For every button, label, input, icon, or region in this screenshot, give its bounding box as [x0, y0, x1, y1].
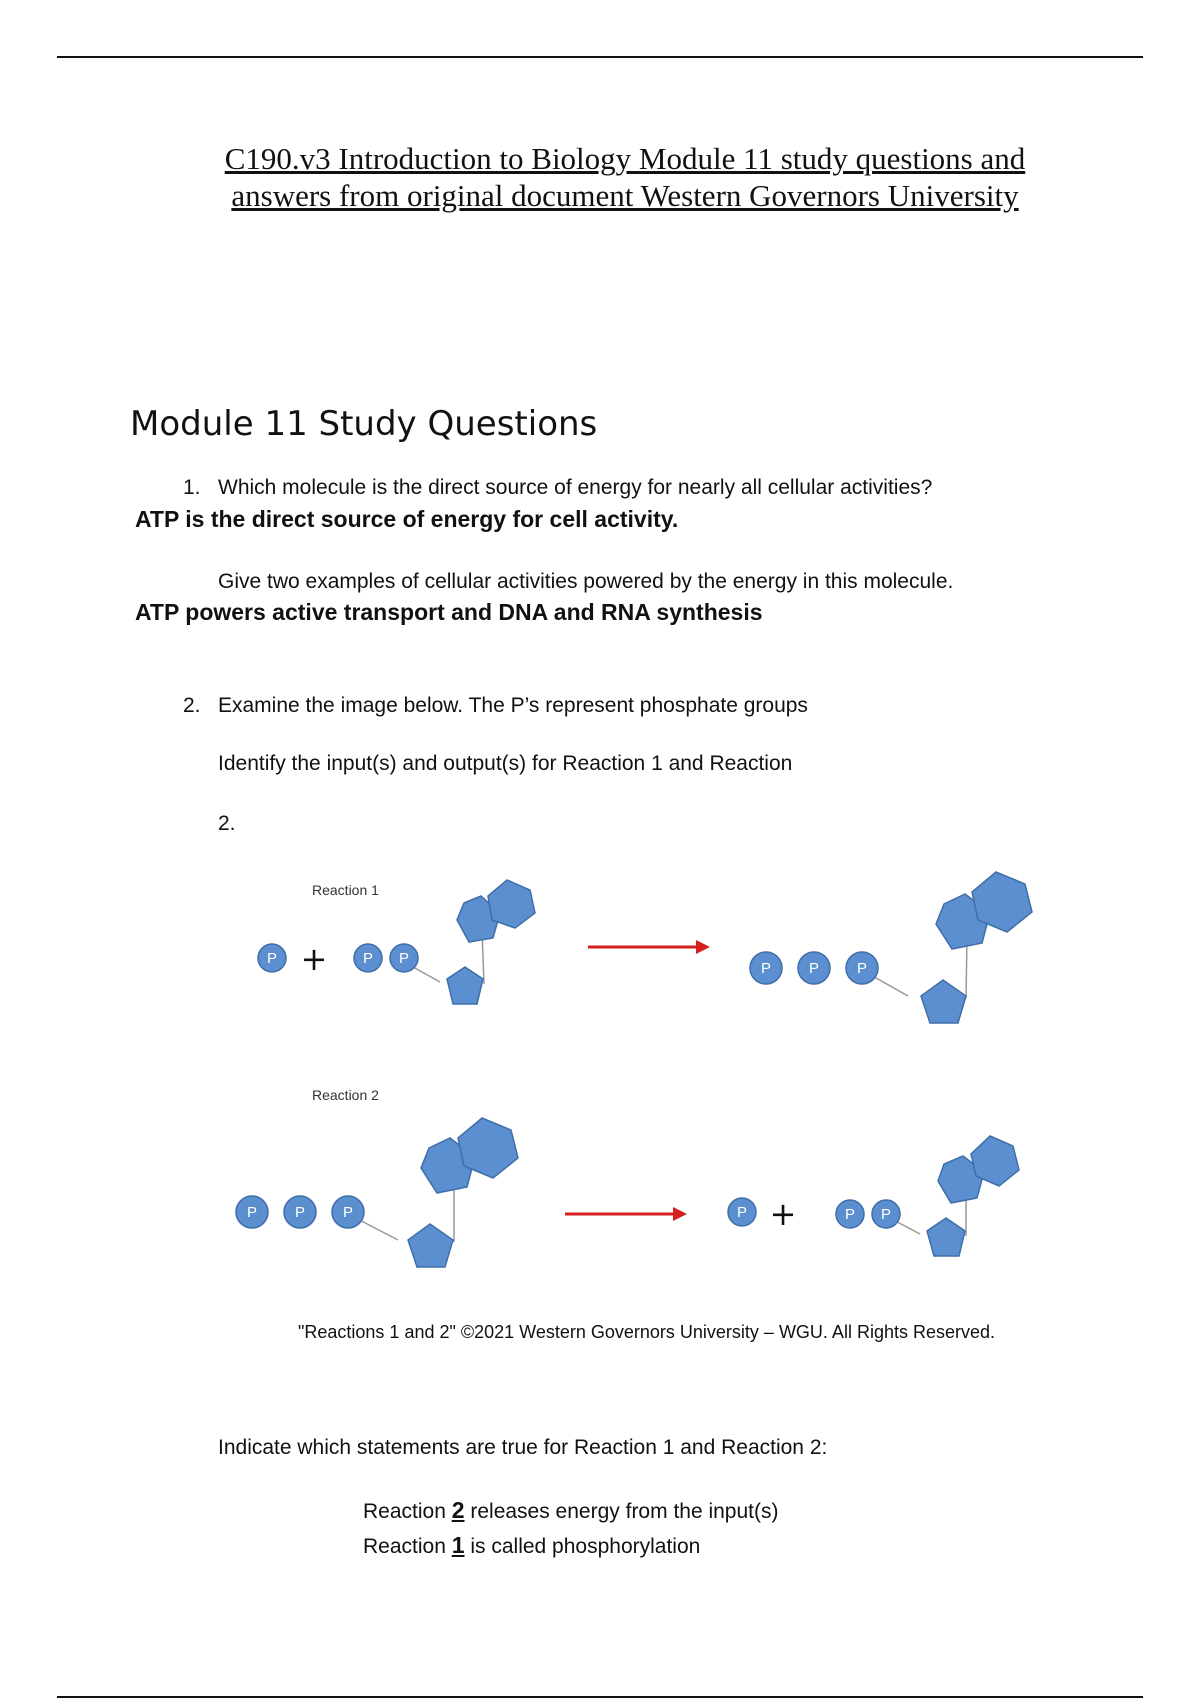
question-2-text: Examine the image below. The P’s represent phosphate groups — [218, 694, 808, 717]
reaction-1-left-sugar-pentagon — [447, 967, 483, 1004]
statement-1-number: 2 — [451, 1497, 465, 1523]
reaction-1-right-sugar-pentagon — [921, 980, 966, 1023]
reaction-1-right-phosphate-2-label: P — [808, 960, 820, 977]
reaction-2-left-phosphate-3-label: P — [342, 1204, 354, 1221]
reaction-1-plus-sign: + — [300, 940, 328, 978]
question-2-instruction-line-1: Identify the input(s) and output(s) for Reaction 1 and Reaction — [218, 752, 793, 775]
figure-caption: "Reactions 1 and 2" ©2021 Western Governors University – WGU. All Rights Reserved. — [298, 1322, 995, 1342]
reaction-1-left-phosphate-2-label: P — [398, 950, 410, 967]
reaction-2-right-phosphate-2-label: P — [880, 1206, 892, 1223]
statement-1-prefix: Reaction — [363, 1500, 452, 1523]
reaction-2-arrow-head — [673, 1207, 687, 1221]
bottom-rule — [57, 1696, 1143, 1698]
question-2-number: 2. — [183, 694, 201, 717]
reactions-diagram — [230, 868, 1050, 1280]
statement-2-number: 1 — [451, 1532, 465, 1558]
reaction-2-left-sugar-pentagon — [408, 1224, 453, 1267]
document-title — [150, 140, 1100, 214]
question-2-instruction-line-2: 2. — [218, 812, 236, 835]
reaction-1-right-phosphate-1-label: P — [760, 960, 772, 977]
reaction-2-right-phosphate-1-label: P — [844, 1206, 856, 1223]
reaction-1-left-phosphate-1-label: P — [362, 950, 374, 967]
reaction-1-label: Reaction 1 — [312, 882, 379, 898]
reaction-1-left-base-hexagon — [488, 880, 535, 928]
statement-2-prefix: Reaction — [363, 1535, 452, 1558]
reaction-2-left-phosphate-1-label: P — [246, 1204, 258, 1221]
statement-2 — [363, 1532, 700, 1559]
statement-1-suffix: releases energy from the input(s) — [464, 1500, 779, 1523]
reaction-2-label: Reaction 2 — [312, 1087, 379, 1103]
document-title-line-1: C190.v3 Introduction to Biology Module 11 study questions and — [224, 141, 1026, 176]
statements-intro: Indicate which statements are true for Reaction 1 and Reaction 2: — [218, 1436, 828, 1459]
statement-2-suffix: is called phosphorylation — [464, 1535, 701, 1558]
question-1-followup-answer: ATP powers active transport and DNA and RNA synthesis — [135, 599, 763, 625]
statement-1 — [363, 1497, 779, 1524]
reaction-2-free-phosphate-label: P — [736, 1204, 748, 1221]
question-1-answer: ATP is the direct source of energy for cell activity. — [135, 506, 679, 532]
reaction-1-arrow-head — [696, 940, 710, 954]
document-title-line-2: answers from original document Western Governors University — [231, 178, 1019, 213]
reaction-2-plus-sign: + — [769, 1195, 797, 1233]
top-rule — [57, 56, 1143, 58]
reaction-1-right-phosphate-3-label: P — [856, 960, 868, 977]
reaction-2-right-sugar-pentagon — [927, 1218, 965, 1256]
question-1-text: Which molecule is the direct source of energy for nearly all cellular activities? — [218, 476, 933, 499]
question-1-number: 1. — [183, 476, 201, 499]
section-heading: Module 11 Study Questions — [130, 404, 598, 444]
reaction-1-free-phosphate-label: P — [266, 950, 278, 967]
question-1-followup: Give two examples of cellular activities powered by the energy in this molecule. — [218, 570, 954, 593]
reaction-2-left-phosphate-2-label: P — [294, 1204, 306, 1221]
reactions-figure — [230, 868, 1050, 1280]
